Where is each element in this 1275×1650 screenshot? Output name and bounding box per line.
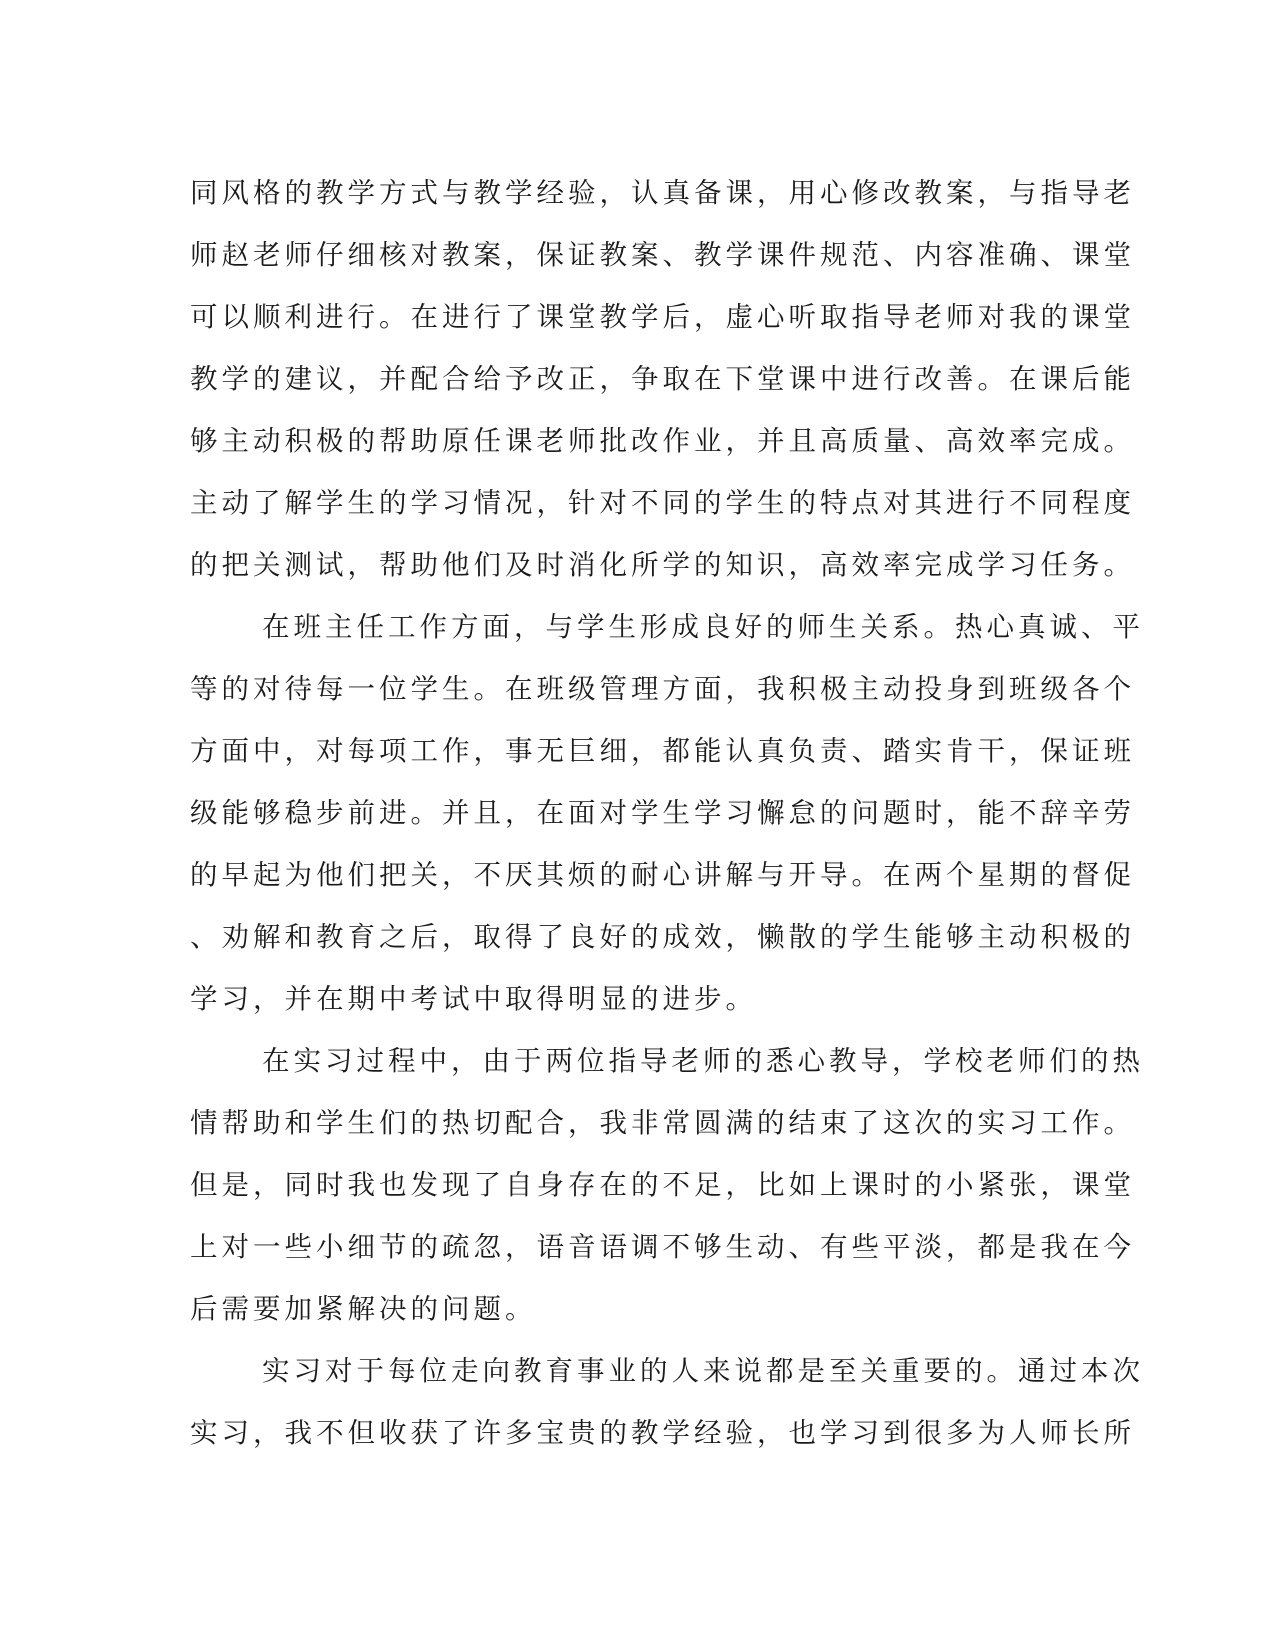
paragraph-reflection [190,1030,1144,1340]
text-line: 实习对于每位走向教育事业的人来说都是至关重要的。通过本次 [262,1355,1144,1387]
text-line: 级能够稳步前进。并且，在面对学生学习懈怠的问题时，能不辞辛劳 [190,797,1135,829]
text-line: 的把关测试，帮助他们及时消化所学的知识，高效率完成学习任务。 [190,549,1135,581]
text-line: 教学的建议，并配合给予改正，争取在下堂课中进行改善。在课后能 [190,363,1135,395]
text-line: 等的对待每一位学生。在班级管理方面，我积极主动投身到班级各个 [190,673,1135,705]
paragraph-conclusion [190,1340,1144,1464]
text-line: 后需要加紧解决的问题。 [190,1293,537,1325]
text-line: 情帮助和学生们的热切配合，我非常圆满的结束了这次的实习工作。 [190,1107,1135,1139]
paragraph-class-management [190,596,1144,1030]
text-line: 的早起为他们把关，不厌其烦的耐心讲解与开导。在两个星期的督促 [190,859,1135,891]
text-line: 实习，我不但收获了许多宝贵的教学经验，也学习到很多为人师长所 [190,1417,1135,1449]
text-line: 同风格的教学方式与教学经验，认真备课，用心修改教案，与指导老 [190,177,1135,209]
text-line: 上对一些小细节的疏忽，语音语调不够生动、有些平淡，都是我在今 [190,1231,1135,1263]
text-line: 学习，并在期中考试中取得明显的进步。 [190,983,757,1015]
text-line: 方面中，对每项工作，事无巨细，都能认真负责、踏实肯干，保证班 [190,735,1135,767]
body-text [190,162,1144,1464]
text-line: 师赵老师仔细核对教案，保证教案、教学课件规范、内容准确、课堂 [190,239,1135,271]
paragraph-teaching [190,162,1135,596]
text-line: 可以顺利进行。在进行了课堂教学后，虚心听取指导老师对我的课堂 [190,301,1135,333]
text-line: 在班主任工作方面，与学生形成良好的师生关系。热心真诚、平 [262,611,1144,643]
text-line: 主动了解学生的学习情况，针对不同的学生的特点对其进行不同程度 [190,487,1135,519]
text-line: 、劝解和教育之后，取得了良好的成效，懒散的学生能够主动积极的 [190,921,1135,953]
text-line: 但是，同时我也发现了自身存在的不足，比如上课时的小紧张，课堂 [190,1169,1135,1201]
text-line: 在实习过程中，由于两位指导老师的悉心教导，学校老师们的热 [262,1045,1144,1077]
text-line: 够主动积极的帮助原任课老师批改作业，并且高质量、高效率完成。 [190,425,1135,457]
